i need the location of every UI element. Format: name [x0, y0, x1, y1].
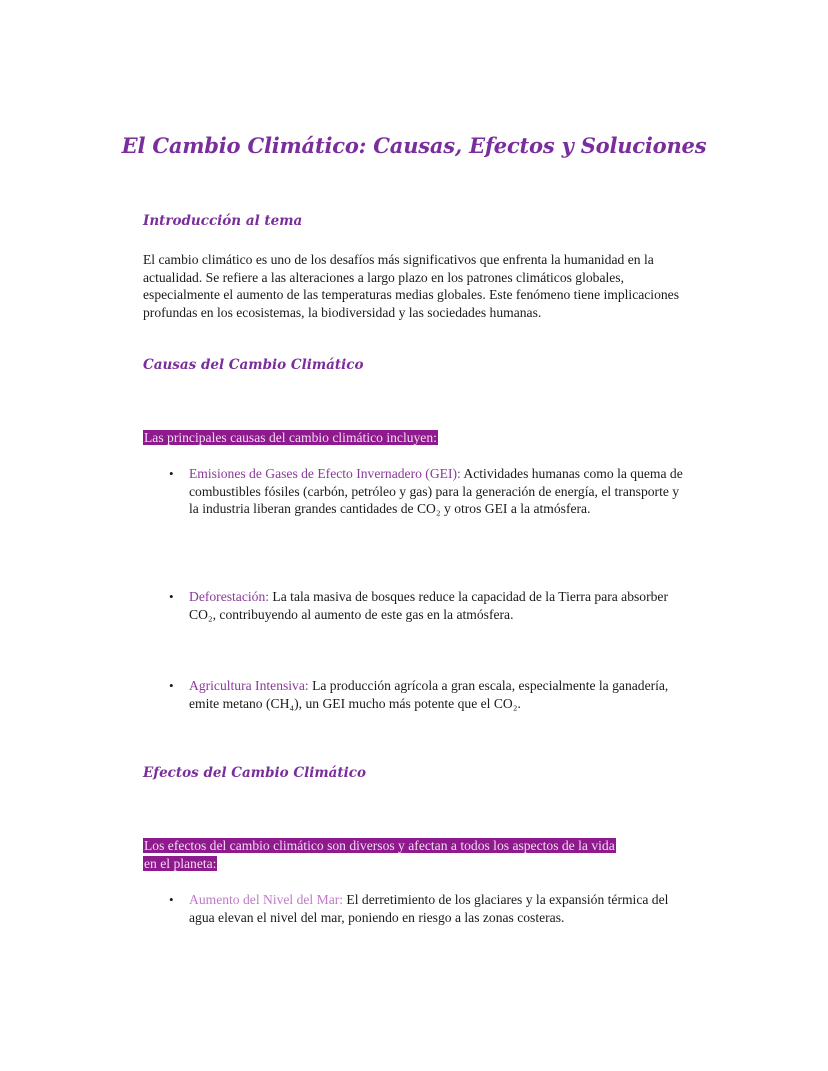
list-item [169, 677, 689, 712]
bullet-text: Actividades humanas como la quema de combustibles fósiles (carbón, petróleo y gas) para la generación de energía, el transporte y la industria liberan grandes cantidades de CO₂ y otros GEI a la atmósfera. [189, 466, 683, 516]
intro-heading: Introducción al tema [143, 213, 303, 229]
list-item [169, 465, 689, 518]
effects-heading: Efectos del Cambio Climático [143, 765, 366, 781]
causes-lead [143, 429, 438, 447]
intro-paragraph: El cambio climático es uno de los desafíos más significativos que enfrenta la humanidad en la actualidad. Se refiere a las alteraciones a largo plazo en los patrones climáticos globales, especialmente el aumento de las temperaturas medias globales. Este fenómeno tiene implicaciones profundas en los ecosistemas, la biodiversidad y las sociedades humanas. [143, 252, 679, 320]
bullet-term: Aumento del Nivel del Mar: [189, 892, 344, 907]
bullet-term: Emisiones de Gases de Efecto Invernadero (GEI): [189, 466, 461, 481]
effects-lead-line2: en el planeta: [144, 855, 217, 871]
bullet-text: La tala masiva de bosques reduce la capacidad de la Tierra para absorber CO₂, contribuyendo al aumento de este gas en la atmósfera. [189, 589, 668, 622]
bullet-term: Agricultura Intensiva: [189, 678, 309, 693]
causes-lead-text: Las principales causas del cambio climático incluyen: [144, 430, 437, 445]
list-item [169, 588, 689, 623]
bullet-icon: • [169, 466, 174, 481]
effects-lead-line1: Los efectos del cambio climático son diversos y afectan a todos los aspectos de la vida [144, 838, 615, 853]
bullet-text: El derretimiento de los glaciares y la expansión térmica del agua elevan el nivel del mar, poniendo en riesgo a las zonas costeras. [189, 892, 669, 925]
causes-heading: Causas del Cambio Climático [143, 357, 364, 373]
list-item [169, 891, 689, 926]
document-title: El Cambio Climático: Causas, Efectos y Soluciones [121, 133, 707, 158]
bullet-icon: • [169, 892, 174, 907]
effects-lead [143, 837, 616, 872]
bullet-term: Deforestación: [189, 589, 270, 604]
bullet-icon: • [169, 589, 174, 604]
bullet-icon: • [169, 678, 174, 693]
bullet-text: La producción agrícola a gran escala, especialmente la ganadería, emite metano (CH₄), un GEI mucho más potente que el CO₂. [189, 678, 669, 711]
